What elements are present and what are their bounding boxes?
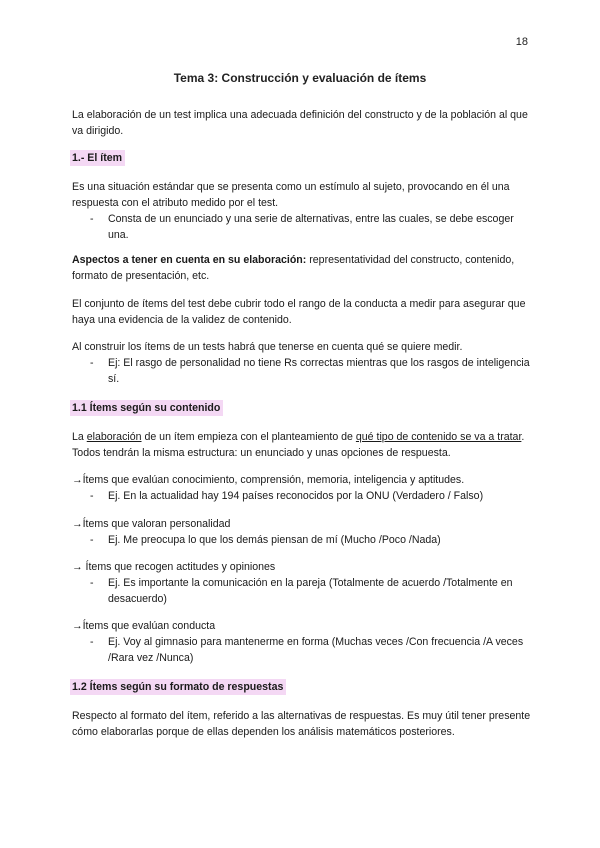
section-1-2-heading: 1.2 Ítems según su formato de respuestas: [70, 679, 286, 695]
item-group-title: [72, 516, 532, 532]
item-group-text: Ítems que evalúan conducta: [82, 620, 216, 632]
arrow-icon: →: [72, 518, 83, 530]
text-run: La: [72, 431, 87, 443]
text-run: de un ítem empieza con el planteamiento de: [141, 431, 356, 443]
underlined-content-type: qué tipo de contenido se va a tratar: [355, 431, 522, 443]
page-title: Tema 3: Construcción y evaluación de ítems: [173, 71, 427, 85]
item-group-title: [72, 472, 532, 488]
coverage-paragraph: El conjunto de ítems del test debe cubrir todo el rango de la conducta a medir para asegurar que haya una evidencia de la validez de contenido.: [72, 298, 526, 326]
arrow-icon: →: [72, 561, 83, 573]
list-item: [72, 532, 532, 548]
section-1-1-intro-block: [72, 429, 532, 461]
aspects-text: representatividad del constructo, contenido, formato de presentación, etc.: [72, 254, 515, 282]
item-example: Ej. Voy al gimnasio para mantenerme en forma (Muchas veces /Con frecuencia /A veces /Rara vez /Nunca): [108, 636, 524, 664]
underlined-elaboracion: elaboración: [86, 431, 142, 443]
list-item: [72, 211, 532, 243]
intro-paragraph: [72, 107, 532, 139]
section-1-1-heading-block: [72, 400, 532, 416]
item-group-behavior: [72, 618, 532, 666]
dash-marker: -: [90, 490, 94, 502]
aspects-paragraph: [72, 252, 532, 284]
item-group-text: Ítems que evalúan conocimiento, comprensión, memoria, inteligencia y aptitudes.: [82, 474, 465, 486]
construct-paragraph: Al construir los ítems de un tests habrá que tenerse en cuenta qué se quiere medir.: [72, 341, 463, 353]
text-run: . Todos tendrán la misma estructura: un enunciado y unas opciones de respuesta.: [72, 431, 525, 459]
section-1-heading-block: [72, 150, 532, 166]
list-item: [72, 634, 532, 666]
item-group-personality: [72, 516, 532, 548]
aspects-label: Aspectos a tener en cuenta en su elaboración:: [72, 254, 307, 266]
item-example: Ej. Me preocupa lo que los demás piensan de mí (Mucho /Poco /Nada): [108, 534, 441, 546]
coverage-block: [72, 296, 532, 328]
section-1-1-intro: [72, 429, 532, 461]
item-example: Ej. En la actualidad hay 194 países reconocidos por la ONU (Verdadero / Falso): [108, 490, 484, 502]
construct-bullet: Ej: El rasgo de personalidad no tiene Rs correctas mientras que los rasgos de inteligencia sí.: [108, 357, 530, 385]
dash-marker: -: [90, 636, 94, 648]
aspects-block: [72, 252, 532, 284]
dash-marker: -: [90, 577, 94, 589]
list-item: [72, 488, 532, 504]
item-group-title: [72, 618, 532, 634]
item-group-attitudes: [72, 559, 532, 607]
section-1-2-heading-block: [72, 679, 532, 695]
list-item: [72, 355, 532, 387]
section-1-2-block: [72, 708, 532, 740]
section-1-definition: Es una situación estándar que se presenta como un estímulo al sujeto, provocando en él una respuesta con el atributo medido por el test.: [72, 181, 510, 209]
section-1-bullet: Consta de un enunciado y una serie de alternativas, entre las cuales, se debe escoger una.: [108, 213, 514, 241]
arrow-icon: →: [72, 620, 83, 632]
section-1-definition-block: [72, 179, 532, 243]
item-group-title: [72, 559, 532, 575]
section-1-2-text: Respecto al formato del ítem, referido a las alternativas de respuestas. Es muy útil tener presente cómo elaborarlas porque de ellas dependen los análisis matemáticos posteriores.: [72, 710, 531, 738]
construct-block: [72, 339, 532, 387]
intro-text: La elaboración de un test implica una adecuada definición del constructo y de la población al que va dirigido.: [72, 109, 528, 137]
item-group-text: Ítems que recogen actitudes y opiniones: [82, 561, 276, 573]
arrow-icon: →: [72, 474, 83, 486]
section-1-1-heading: 1.1 Ítems según su contenido: [70, 400, 223, 416]
item-example: Ej. Es importante la comunicación en la pareja (Totalmente de acuerdo /Totalmente en desacuerdo): [108, 577, 513, 605]
page-number: 18: [515, 36, 528, 48]
dash-marker: -: [90, 357, 94, 369]
dash-marker: -: [90, 213, 94, 225]
list-item: [72, 575, 532, 607]
item-group-text: Ítems que valoran personalidad: [82, 518, 231, 530]
item-group-knowledge: [72, 472, 532, 504]
section-1-heading: 1.- El ítem: [70, 150, 125, 166]
dash-marker: -: [90, 534, 94, 546]
